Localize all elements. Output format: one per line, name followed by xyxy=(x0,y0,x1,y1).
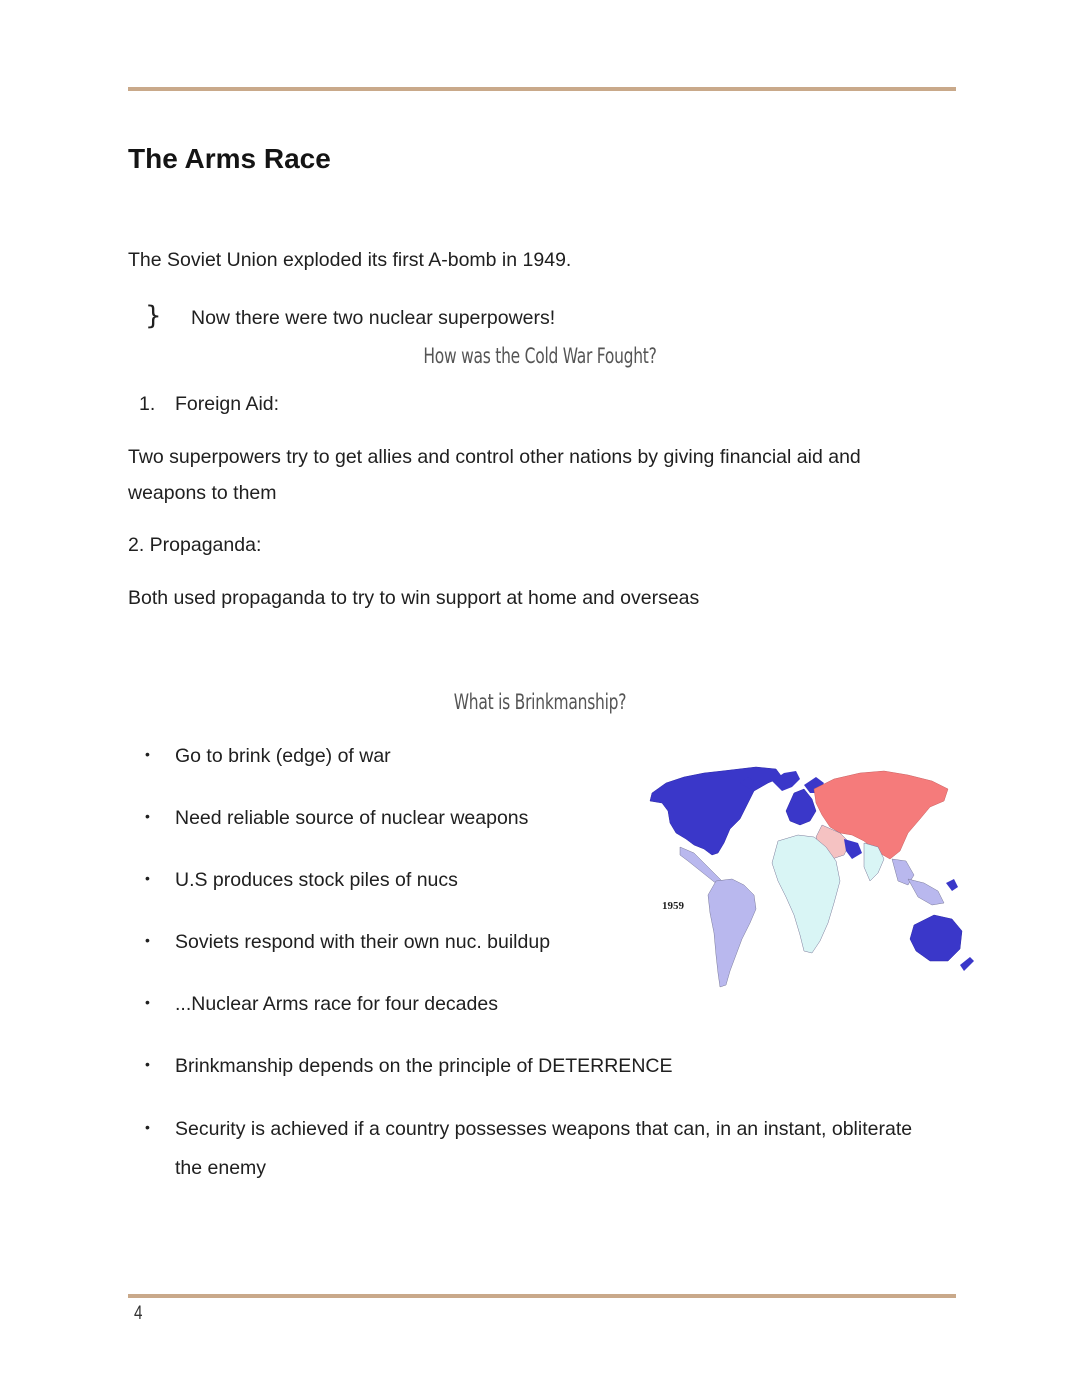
foreign-aid-text-line2: weapons to them xyxy=(128,482,277,504)
bullet-icon: • xyxy=(145,1056,150,1072)
bullet-text-6: Brinkmanship depends on the principle of DETERRENCE xyxy=(175,1055,673,1077)
bullet-text-7-continued: the enemy xyxy=(175,1157,267,1179)
map-year-label: 1959 xyxy=(662,900,684,912)
bullet-icon: • xyxy=(145,808,150,824)
bullet-text-5: ...Nuclear Arms race for four decades xyxy=(175,993,498,1015)
south-america xyxy=(708,879,756,987)
propaganda-text: Both used propaganda to try to win support at home and overseas xyxy=(128,587,700,609)
list-number-1: 1. xyxy=(139,393,156,415)
page-number: 4 xyxy=(134,1303,143,1324)
bullet-icon: • xyxy=(145,932,150,948)
section-heading-brinkmanship: What is Brinkmanship? xyxy=(453,690,627,714)
list-label-propaganda: 2. Propaganda: xyxy=(128,534,262,556)
intro-text: The Soviet Union exploded its first A-bomb in 1949. xyxy=(128,249,572,271)
bullet-icon: • xyxy=(145,870,150,886)
cold-war-world-map xyxy=(644,763,984,995)
bullet-text-4: Soviets respond with their own nuc. buildup xyxy=(175,931,551,953)
bullet-icon: • xyxy=(145,746,150,762)
bullet-icon: • xyxy=(145,994,150,1010)
bullet-text-2: Need reliable source of nuclear weapons xyxy=(175,807,529,829)
foreign-aid-text-line1: Two superpowers try to get allies and control other nations by giving financial aid and xyxy=(128,446,861,468)
brace-icon: } xyxy=(145,301,162,331)
australia xyxy=(910,915,974,971)
top-divider xyxy=(128,87,956,91)
north-america xyxy=(650,767,800,855)
page-title: The Arms Race xyxy=(128,143,331,174)
list-label-foreign-aid: Foreign Aid: xyxy=(175,393,280,415)
africa xyxy=(772,835,840,953)
bullet-text-1: Go to brink (edge) of war xyxy=(175,745,391,767)
southeast-asia xyxy=(908,879,958,905)
section-heading-cold-war: How was the Cold War Fought? xyxy=(423,344,657,368)
bullet-text-3: U.S produces stock piles of nucs xyxy=(175,869,458,891)
bottom-divider xyxy=(128,1294,956,1298)
intro-subtext: Now there were two nuclear superpowers! xyxy=(191,307,556,329)
bullet-icon: • xyxy=(145,1119,150,1135)
bullet-text-7: Security is achieved if a country possesses weapons that can, in an instant, obliterate xyxy=(175,1118,913,1140)
